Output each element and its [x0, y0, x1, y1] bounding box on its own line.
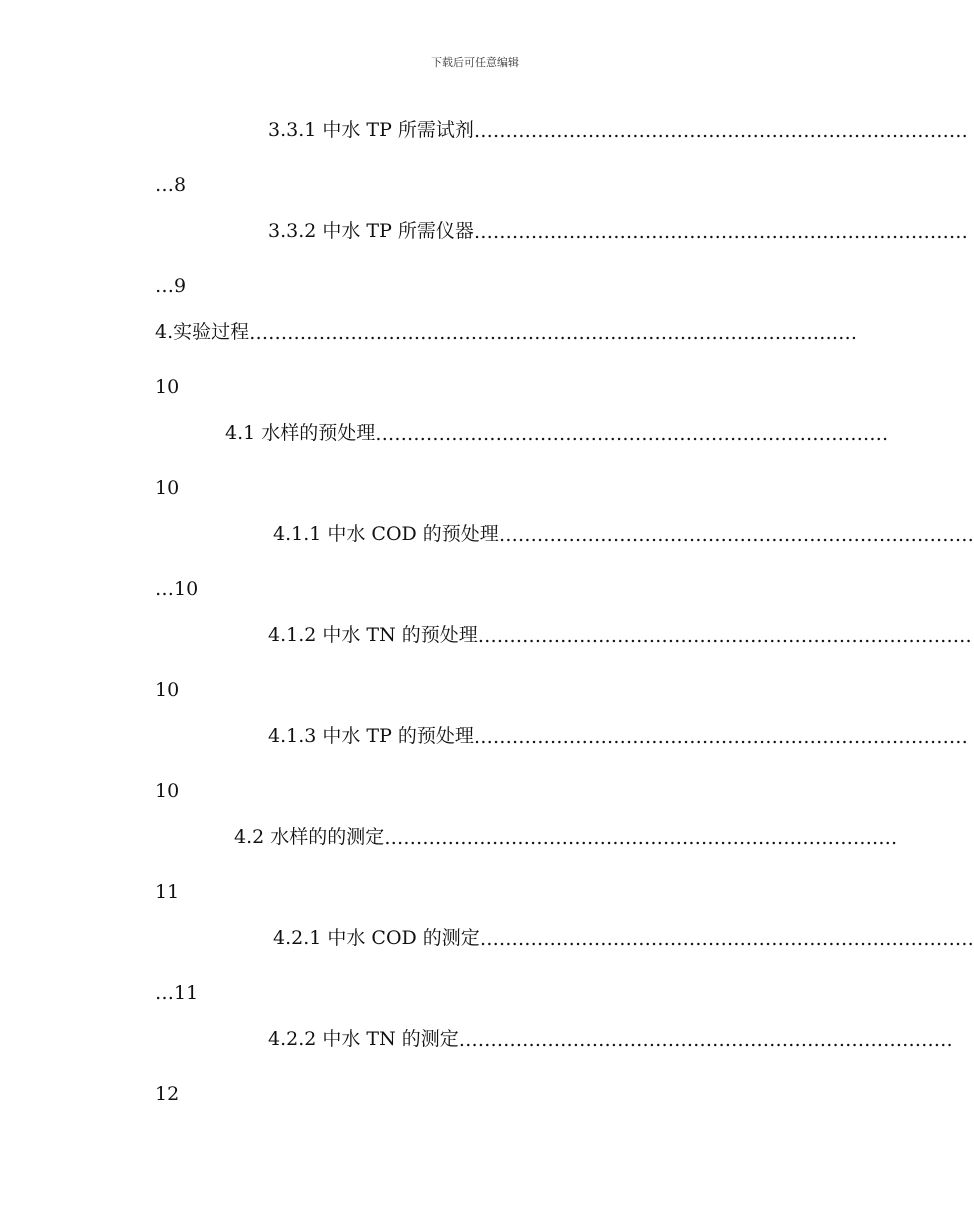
toc-page-number: 12 — [155, 1083, 180, 1105]
toc-entry[interactable] — [155, 213, 968, 243]
toc-dot-leader: …………………………………………………………………………………… — [249, 322, 858, 344]
toc-dot-leader: ……………………………………………………………………… — [375, 423, 889, 445]
toc-page-number: …10 — [155, 578, 199, 600]
toc-entry[interactable] — [155, 920, 974, 950]
toc-page-number: 11 — [155, 881, 180, 903]
toc-entry[interactable] — [155, 718, 968, 748]
toc-page-number: …8 — [155, 174, 187, 196]
toc-entry[interactable] — [155, 1021, 953, 1051]
toc-entry[interactable] — [155, 516, 974, 546]
toc-entry-title: 4.1.2 中水 TN 的预处理 — [268, 624, 478, 646]
toc-dot-leader: …………………………………………………………………… — [477, 625, 972, 647]
toc-dot-leader: ………………………………………………………………… — [498, 524, 974, 546]
toc-entry-title: 4.1.1 中水 COD 的预处理 — [273, 523, 499, 545]
toc-entry-title: 4.2.2 中水 TN 的测定 — [268, 1028, 459, 1050]
toc-entry-title: 4.2.1 中水 COD 的测定 — [273, 927, 480, 949]
toc-entry-title: 4.1.3 中水 TP 的预处理 — [268, 725, 474, 747]
toc-entry-title: 3.3.2 中水 TP 所需仪器 — [268, 220, 474, 242]
toc-dot-leader: …………………………………………………………………… — [479, 928, 974, 950]
toc-dot-leader: …………………………………………………………………… — [473, 221, 968, 243]
toc-page-number: …11 — [155, 982, 199, 1004]
toc-page-number: 10 — [155, 477, 180, 499]
toc-entry[interactable] — [155, 819, 898, 849]
toc-entry-title: 4.实验过程 — [155, 321, 250, 343]
toc-page-number: 10 — [155, 376, 180, 398]
toc-entry-title: 4.2 水样的的测定 — [234, 826, 385, 848]
toc-entry-title: 3.3.1 中水 TP 所需试剂 — [268, 119, 474, 141]
toc-page-number: …9 — [155, 275, 187, 297]
toc-page-number: 10 — [155, 679, 180, 701]
toc-entry-title: 4.1 水样的预处理 — [225, 422, 376, 444]
toc-dot-leader: …………………………………………………………………… — [458, 1029, 953, 1051]
toc-entry[interactable] — [155, 617, 972, 647]
toc-page-number: 10 — [155, 780, 180, 802]
toc-dot-leader: ……………………………………………………………………… — [384, 827, 898, 849]
toc-entry[interactable] — [155, 112, 968, 142]
page-header: 下载后可任意编辑 — [431, 56, 519, 69]
toc-dot-leader: …………………………………………………………………… — [473, 726, 968, 748]
toc-dot-leader: …………………………………………………………………… — [473, 120, 968, 142]
toc-entry[interactable] — [155, 314, 858, 344]
toc-entry[interactable] — [155, 415, 889, 445]
